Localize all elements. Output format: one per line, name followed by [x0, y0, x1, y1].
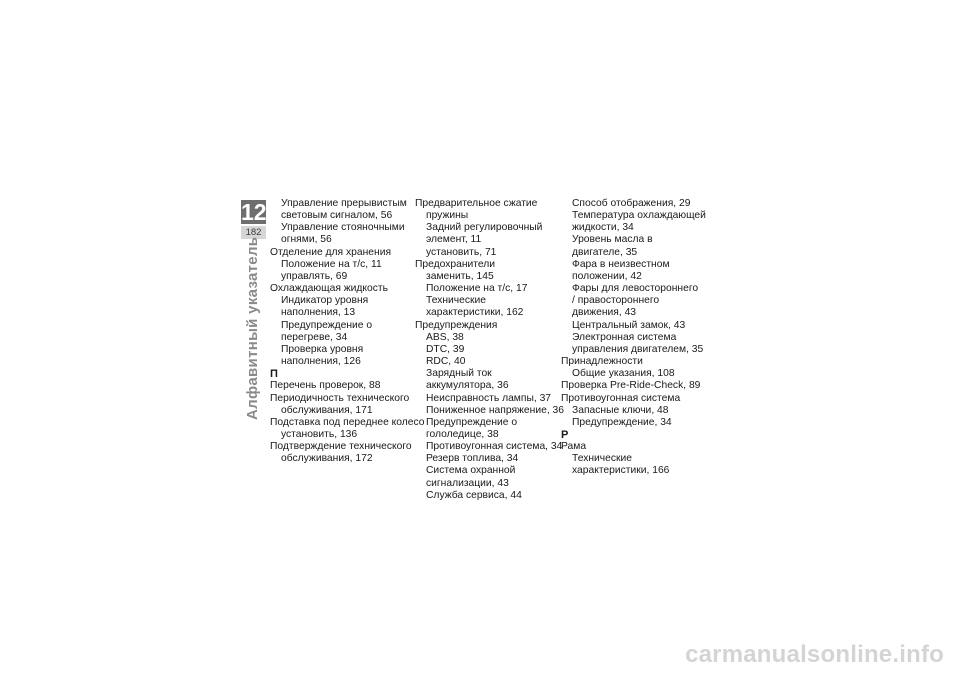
index-subentry: Электронная система	[572, 331, 677, 343]
index-subentry: наполнения, 126	[281, 356, 361, 368]
index-entry: Принадлежности	[561, 356, 643, 368]
watermark: carmanualsonline.info	[685, 641, 944, 668]
index-subentry: Фары для левостороннего	[572, 283, 699, 295]
index-subentry: DTC, 39	[426, 343, 465, 355]
index-subentry: Индикатор уровня	[281, 295, 369, 307]
index-subentry: ABS, 38	[426, 331, 464, 343]
index-entry: Противоугонная система	[561, 392, 681, 404]
index-subentry: Предупреждение о	[281, 319, 373, 331]
index-entry: Предварительное сжатие	[415, 198, 538, 209]
index-subentry: управлять, 69	[281, 270, 348, 282]
index-subentry: огнями, 56	[281, 234, 332, 246]
index-subentry: Предупреждение о	[426, 416, 518, 428]
index-subentry: Неисправность лампы, 37	[426, 392, 552, 404]
index-entry: Охлаждающая жидкость	[270, 283, 388, 295]
index-letter: Р	[561, 428, 569, 441]
index-subentry: Предупреждение, 34	[572, 416, 672, 428]
index-subentry: Температура охлаждающей	[572, 210, 706, 222]
index-subentry: Служба сервиса, 44	[426, 489, 522, 501]
index-subentry: положении, 42	[572, 270, 642, 282]
index-entry: Перечень проверок, 88	[270, 380, 381, 392]
index-subentry: Резерв топлива, 34	[426, 453, 519, 465]
index-subentry: перегреве, 34	[281, 331, 348, 343]
index-subentry: Зарядный ток	[426, 368, 492, 380]
page-number: 182	[241, 226, 266, 239]
index-subentry: аккумулятора, 36	[426, 380, 509, 392]
index-entry: Подставка под переднее колесо	[270, 416, 425, 428]
index-subentry: Проверка уровня	[281, 343, 364, 355]
index-subentry: Противоугонная система, 34	[426, 441, 563, 453]
index-subentry: Технические	[572, 453, 633, 465]
index-subentry: Задний регулировочный	[426, 222, 543, 234]
index-subentry: Система охранной	[426, 465, 516, 477]
index-subentry: Управление стояночными	[281, 222, 405, 234]
index-entry: Предохранители	[415, 258, 496, 270]
index-subentry: установить, 136	[281, 428, 358, 440]
index-entry: Рама	[561, 441, 587, 453]
index-subentry: Положение на т/с, 11	[281, 258, 382, 270]
index-subentry: Запасные ключи, 48	[572, 404, 669, 416]
index-subentry: световым сигналом, 56	[281, 210, 393, 222]
index-subentry: Способ отображения, 29	[572, 198, 691, 209]
index-subentry: RDC, 40	[426, 356, 466, 368]
index-subentry: жидкости, 34	[572, 222, 634, 234]
index-subentry: обслуживания, 172	[281, 453, 373, 465]
section-title: Алфавитный указатель	[244, 236, 261, 420]
index-subentry: заменить, 145	[426, 270, 494, 282]
index-subentry: установить, 71	[426, 246, 497, 258]
index-column-2	[415, 198, 564, 502]
index-subentry: характеристики, 162	[426, 307, 524, 319]
index-subentry: элемент, 11	[426, 234, 482, 246]
index-subentry: двигателе, 35	[572, 246, 638, 258]
index-column-1	[270, 198, 425, 465]
index-subentry: Технические	[426, 295, 487, 307]
index-subentry: сигнализации, 43	[426, 477, 509, 489]
index-subentry: обслуживания, 171	[281, 404, 373, 416]
index-subentry: характеристики, 166	[572, 465, 670, 477]
index-subentry: Уровень масла в	[572, 234, 653, 246]
index-subentry: управления двигателем, 35	[572, 343, 704, 355]
index-subentry: Управление прерывистым	[281, 198, 407, 209]
index-column-3	[561, 198, 706, 478]
index-letter: П	[270, 368, 278, 381]
chapter-number: 12	[241, 199, 267, 225]
index-entry: Периодичность технического	[270, 392, 410, 404]
index-subentry: движения, 43	[572, 307, 637, 319]
index-subentry: пружины	[426, 210, 469, 222]
index-entry: Подтверждение технического	[270, 441, 412, 453]
index-subentry: Центральный замок, 43	[572, 319, 686, 331]
index-subentry: Фара в неизвестном	[572, 258, 670, 270]
index-subentry: Общие указания, 108	[572, 368, 675, 380]
index-subentry: гололедице, 38	[426, 428, 499, 440]
index-subentry: Пониженное напряжение, 36	[426, 404, 564, 416]
chapter-marker	[241, 200, 266, 239]
index-subentry: / правостороннего	[572, 295, 660, 307]
index-subentry: Положение на т/с, 17	[426, 283, 528, 295]
index-subentry: наполнения, 13	[281, 307, 356, 319]
index-entry: Проверка Pre-Ride-Check, 89	[561, 380, 701, 392]
index-entry: Предупреждения	[415, 319, 498, 331]
index-entry: Отделение для хранения	[270, 246, 392, 258]
